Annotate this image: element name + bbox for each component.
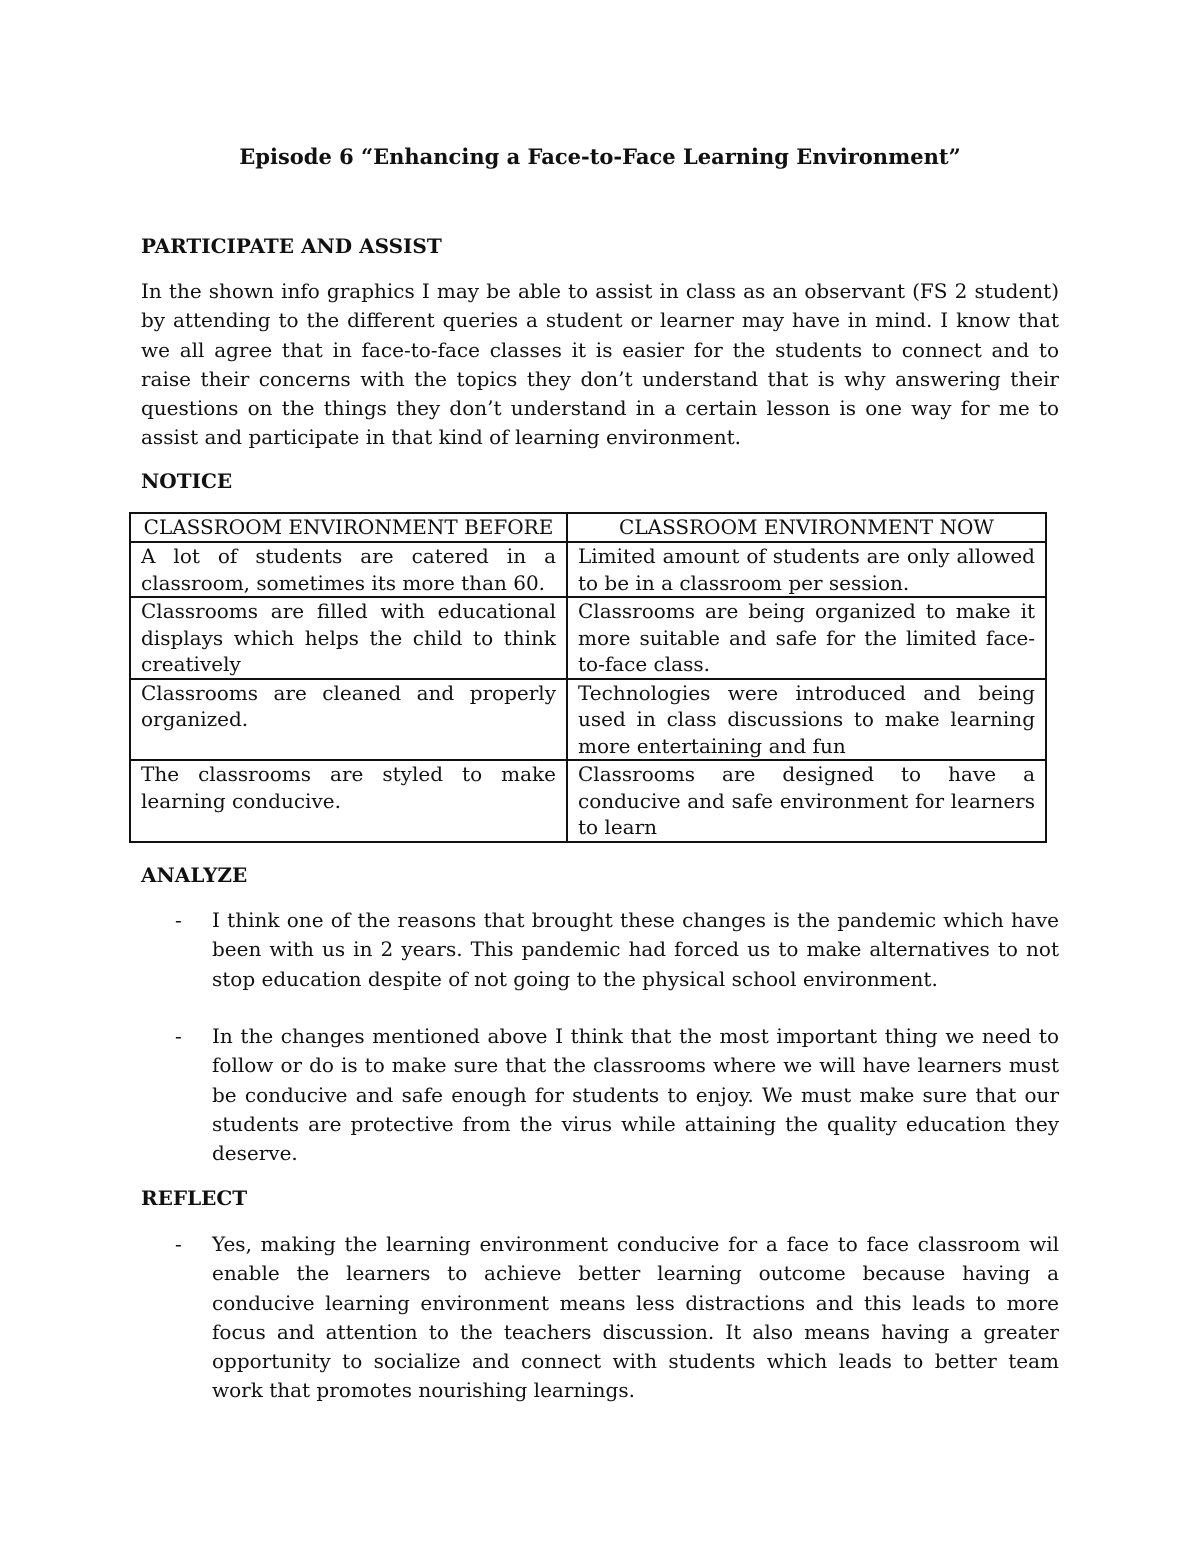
table-row xyxy=(130,760,1046,842)
table-cell-now: Limited amount of students are only allowed to be in a classroom per session. xyxy=(567,542,1046,597)
table-cell-before: Classrooms are cleaned and properly organized. xyxy=(130,679,567,761)
table-cell-now: Technologies were introduced and being used in class discussions to make learning more entertaining and fun xyxy=(567,679,1046,761)
bullet-dash: - xyxy=(175,1024,182,1048)
header-before: CLASSROOM ENVIRONMENT BEFORE xyxy=(130,513,567,542)
participate-heading: PARTICIPATE AND ASSIST xyxy=(141,234,442,258)
table-row xyxy=(130,597,1046,679)
list-item xyxy=(141,1230,1059,1406)
table-cell-before: The classrooms are styled to make learning conducive. xyxy=(130,760,567,842)
analyze-bullet-list xyxy=(141,906,1059,994)
list-item xyxy=(141,1022,1059,1168)
bullet-text: I think one of the reasons that brought these changes is the pandemic which have been with us in 2 years. This pandemic had forced us to make alternatives to not stop education despite of not going to the physical school environment. xyxy=(212,908,1059,991)
table-cell-now: Classrooms are designed to have a conducive and safe environment for learners to learn xyxy=(567,760,1046,842)
notice-table-header-row xyxy=(130,513,1046,542)
participate-paragraph: In the shown info graphics I may be able to assist in class as an observant (FS 2 student) by attending to the different queries a student or learner may have in mind. I know that we all agree that in face-to-face classes it is easier for the students to connect and to raise their concerns with the topics they don’t understand that is why answering their questions on the things they don’t understand in a certain lesson is one way for me to assist and participate in that kind of learning environment. xyxy=(141,279,1059,450)
table-row xyxy=(130,679,1046,761)
table-cell-before: Classrooms are filled with educational displays which helps the child to think creatively xyxy=(130,597,567,679)
table-cell-now: Classrooms are being organized to make it more suitable and safe for the limited face-to-face class. xyxy=(567,597,1046,679)
notice-table xyxy=(129,512,1047,843)
notice-heading: NOTICE xyxy=(141,469,233,493)
analyze-heading: ANALYZE xyxy=(141,863,248,887)
list-item xyxy=(141,906,1059,994)
analyze-bullet-list-2 xyxy=(141,1022,1059,1168)
document-title: Episode 6 “Enhancing a Face-to-Face Learning Environment” xyxy=(239,144,961,169)
table-cell-before: A lot of students are catered in a classroom, sometimes its more than 60. xyxy=(130,542,567,597)
bullet-text: In the changes mentioned above I think that the most important thing we need to follow or do is to make sure that the classrooms where we will have learners must be conducive and safe enough for students to enjoy. We must make sure that our students are protective from the virus while attaining the quality education they deserve. xyxy=(212,1024,1059,1166)
header-now: CLASSROOM ENVIRONMENT NOW xyxy=(567,513,1046,542)
table-row xyxy=(130,542,1046,597)
reflect-heading: REFLECT xyxy=(141,1186,248,1210)
bullet-dash: - xyxy=(175,908,182,932)
bullet-dash: - xyxy=(175,1232,182,1256)
bullet-text: Yes, making the learning environment conducive for a face to face classroom wil enable the learners to achieve better learning outcome because having a conducive learning environment means less distractions and this leads to more focus and attention to the teachers discussion. It also means having a greater opportunity to socialize and connect with students which leads to better team work that promotes nourishing learnings. xyxy=(212,1232,1059,1403)
reflect-bullet-list xyxy=(141,1230,1059,1406)
